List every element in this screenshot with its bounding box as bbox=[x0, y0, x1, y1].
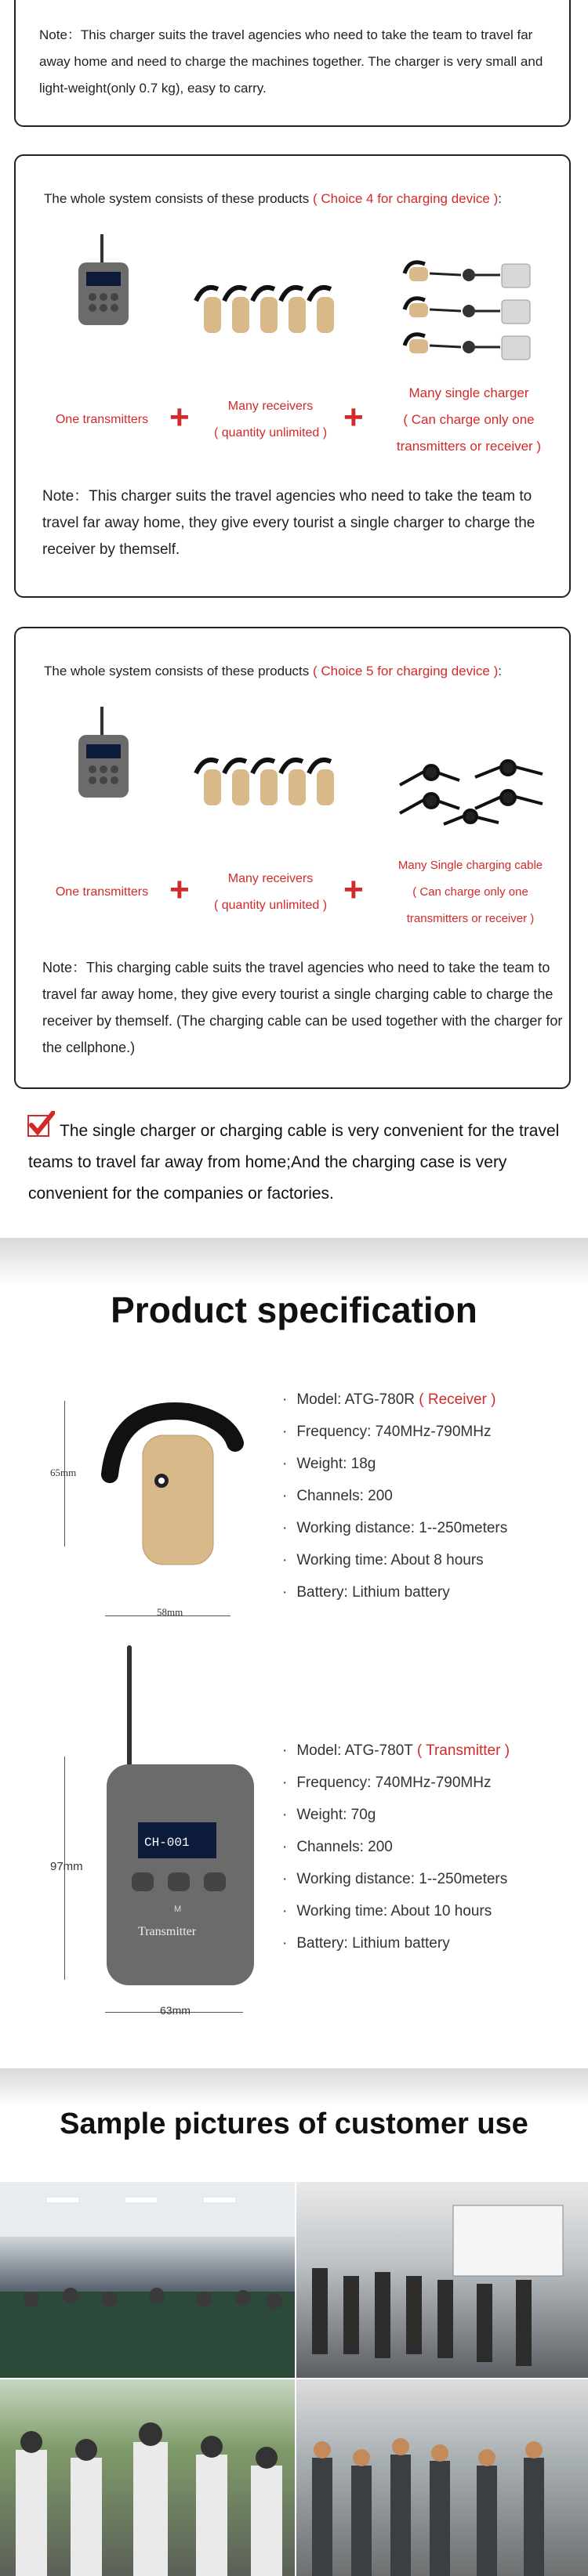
receivers-image bbox=[188, 754, 342, 809]
photo-meeting-room bbox=[0, 2182, 295, 2378]
receiver-width-label: 58mm bbox=[157, 1606, 183, 1618]
spec-item: · Working distance: 1--250meters bbox=[282, 1863, 572, 1895]
choice-5-box bbox=[14, 627, 571, 1089]
spec-item: · Frequency: 740MHz-790MHz bbox=[282, 1416, 572, 1448]
spec-model: · Model: ATG-780T ( Transmitter ) bbox=[282, 1735, 572, 1767]
spec-item: · Frequency: 740MHz-790MHz bbox=[282, 1767, 572, 1799]
spec-item: · Channels: 200 bbox=[282, 1480, 572, 1512]
label-transmitters: One transmitters bbox=[55, 413, 149, 426]
plus-icon: + bbox=[343, 870, 364, 909]
spec-item: · Battery: Lithium battery bbox=[282, 1576, 572, 1608]
spec-item: · Working time: About 10 hours bbox=[282, 1895, 572, 1927]
spec-title: Product specification bbox=[111, 1290, 477, 1330]
label-receivers: Many receivers ( quantity unlimited ) bbox=[213, 400, 328, 440]
transmitter-image bbox=[74, 707, 133, 801]
photo-outdoor-group bbox=[0, 2379, 295, 2576]
label-chargers: Many single charger ( Can charge only one transmitters or receiver ) bbox=[396, 385, 542, 454]
transmitter-image bbox=[74, 234, 133, 328]
photo-exhibition-hall bbox=[296, 2182, 588, 2378]
summary-text: The single charger or charging cable is very convenient for the travel teams to travel far away from home;And the charging case is very convenient for the companies or factories. bbox=[28, 1122, 560, 1203]
plus-icon: + bbox=[169, 870, 190, 909]
label-transmitters: One transmitters bbox=[55, 885, 149, 899]
receiver-image bbox=[94, 1388, 251, 1568]
charging-cables-image bbox=[397, 754, 550, 829]
svg-text:Transmitter: Transmitter bbox=[138, 1925, 197, 1938]
spec-model: · Model: ATG-780R ( Receiver ) bbox=[282, 1384, 572, 1416]
sample-title: Sample pictures of customer use bbox=[60, 2107, 528, 2140]
transmitter-image bbox=[102, 1645, 259, 1990]
note-box-top bbox=[14, 0, 571, 127]
note-text: Note：This charging cable suits the travel agencies who need to take the team to travel far away home, they give every tourist a single charging cable to charge the receiver by themself. (The charging cable can be used together with the charger for the cellphone.) bbox=[42, 960, 563, 1055]
spec-item: · Channels: 200 bbox=[282, 1831, 572, 1863]
svg-text:M: M bbox=[174, 1905, 182, 1914]
transmitter-width-label: 63mm bbox=[160, 2004, 191, 2017]
label-cables: Many Single charging cable ( Can charge only one transmitters or receiver ) bbox=[397, 859, 543, 925]
photo-street-tour bbox=[296, 2379, 588, 2576]
note-text: Note：This charger suits the travel agencies who need to take the team to travel far away home, they give every tourist a single charger to charge the receiver by themself. bbox=[42, 488, 535, 558]
section-divider bbox=[0, 2068, 588, 2107]
spec-item: · Weight: 70g bbox=[282, 1799, 572, 1831]
transmitter-height-label: 97mm bbox=[50, 1860, 83, 1873]
svg-text:CH-001: CH-001 bbox=[144, 1836, 190, 1850]
section-divider bbox=[0, 1238, 588, 1285]
choice-4-box bbox=[14, 154, 571, 598]
spec-item: · Battery: Lithium battery bbox=[282, 1927, 572, 1959]
receiver-height-label: 65mm bbox=[50, 1467, 77, 1478]
system-intro: The whole system consists of these products ( Choice 5 for charging device ): bbox=[44, 664, 502, 678]
plus-icon: + bbox=[343, 398, 364, 436]
note-text: Note：This charger suits the travel agencies who need to take the team to travel far away home and need to charge the machines together. The charger is very small and light-weight(only 0.7 kg), easy to carry. bbox=[39, 27, 543, 96]
receiver-spec-list bbox=[282, 1384, 572, 1608]
receivers-image bbox=[188, 281, 342, 336]
system-intro: The whole system consists of these products ( Choice 4 for charging device ): bbox=[44, 191, 502, 206]
transmitter-spec-list bbox=[282, 1735, 572, 1959]
single-chargers-image bbox=[398, 256, 547, 366]
spec-item: · Working distance: 1--250meters bbox=[282, 1512, 572, 1544]
spec-item: · Weight: 18g bbox=[282, 1448, 572, 1480]
plus-icon: + bbox=[169, 398, 190, 436]
label-receivers: Many receivers ( quantity unlimited ) bbox=[213, 872, 328, 912]
spec-item: · Working time: About 8 hours bbox=[282, 1544, 572, 1576]
